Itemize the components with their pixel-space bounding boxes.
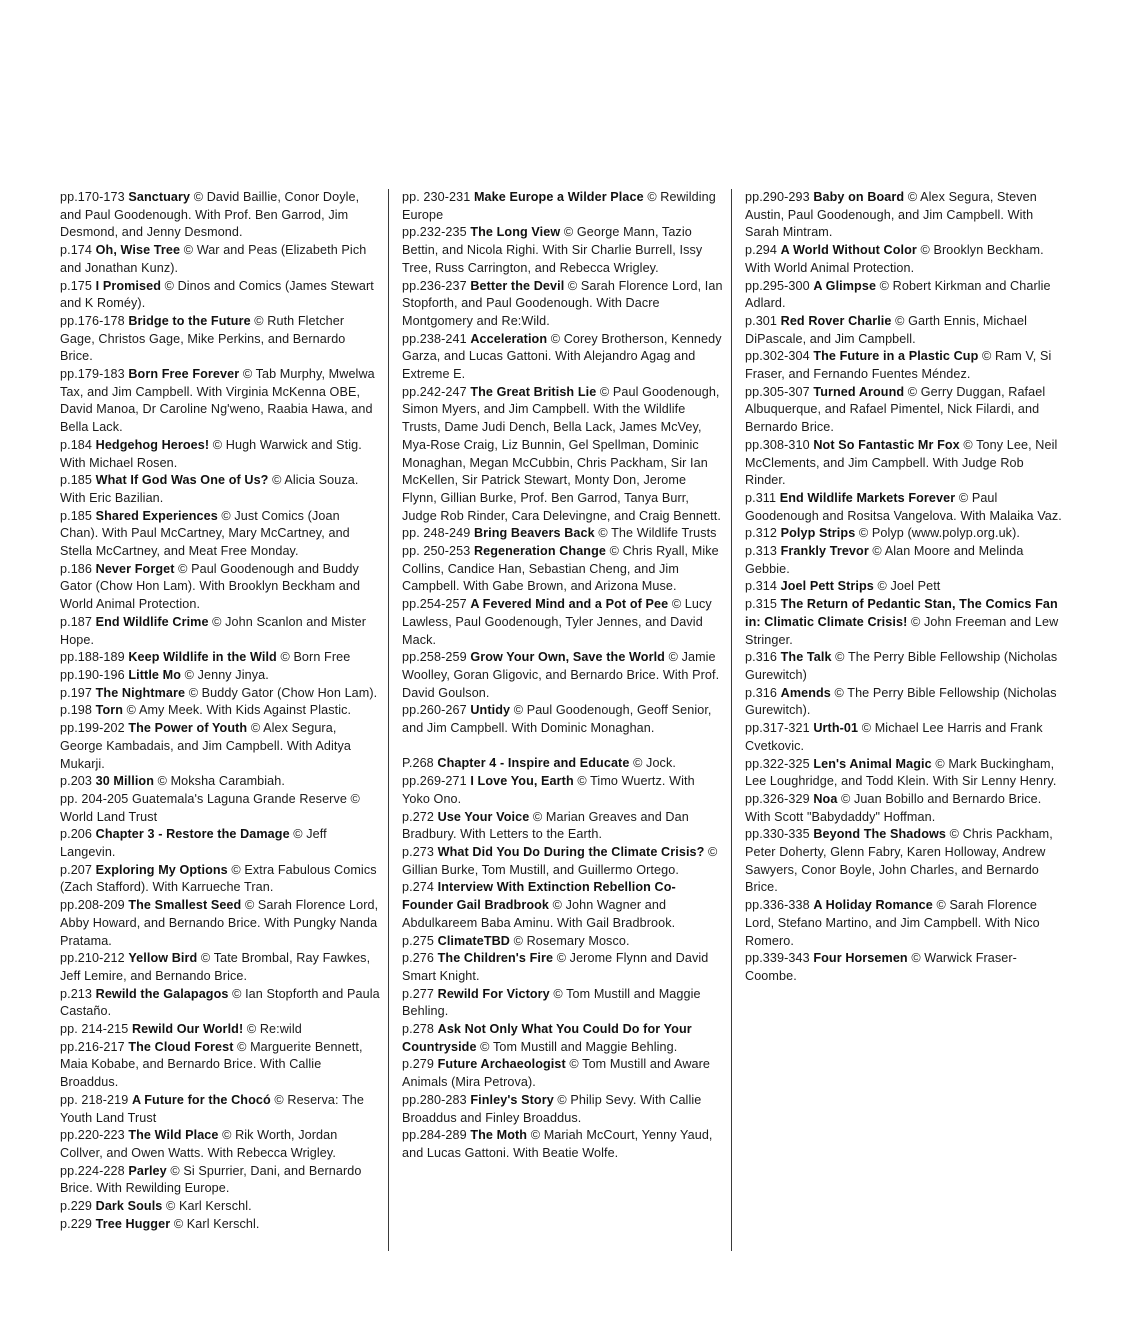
entry-title: Joel Pett Strips [780, 579, 874, 594]
entry-title: Better the Devil [470, 278, 565, 293]
column-divider [388, 189, 389, 1251]
entry-credit: Paul Goodenough, Geoff Senior, and Jim Campbell. With Dominic Monaghan. [402, 703, 712, 736]
page-reference: p.279 [402, 1057, 435, 1072]
credit-entry: p.207 Exploring My Options © Extra Fabulous Comics (Zach Stafford). With Karrueche Tran. [60, 862, 377, 895]
credit-entry: pp.179-183 Born Free Forever © Tab Murphy, Mwelwa Tax, and Jim Campbell. With Virginia McKenna OBE, David Manoa, Dr Caroline Ng'weno, Raabia Hawa, and Bella Lack. [60, 367, 375, 435]
credit-entry: p.316 Amends © The Perry Bible Fellowship (Nicholas Gurewitch). [745, 685, 1057, 718]
page-reference: p.315 [745, 597, 778, 612]
credit-entry: p.301 Red Rover Charlie © Garth Ennis, Michael DiPascale, and Jim Campbell. [745, 313, 1027, 346]
credit-entry: pp.290-293 Baby on Board © Alex Segura, Steven Austin, Paul Goodenough, and Jim Campbell. With Sarah Mintram. [745, 190, 1037, 240]
page-reference: p.206 [60, 827, 93, 842]
credit-entry: p.175 I Promised © Dinos and Comics (James Stewart and K Roméy). [60, 278, 374, 311]
page-reference: pp.330-335 [745, 827, 810, 842]
credit-entry: p.272 Use Your Voice © Marian Greaves and Dan Bradbury. With Letters to the Earth. [402, 809, 689, 842]
page-reference: pp.284-289 [402, 1128, 467, 1143]
page-reference: pp.302-304 [745, 349, 810, 364]
entry-title: Future Archaeologist [437, 1057, 566, 1072]
entry-credit: Tony Lee, Neil McClements, and Jim Campbell. With Judge Rob Rinder. [745, 437, 1058, 488]
credit-entry: p.187 End Wildlife Crime © John Scanlon and Mister Hope. [60, 614, 367, 647]
entry-title: End Wildlife Markets Forever [779, 490, 956, 505]
credit-entry: p.229 Dark Souls © Karl Kerschl. [60, 1199, 252, 1214]
credit-entry: p.312 Polyp Strips © Polyp (www.polyp.org.uk). [745, 526, 1020, 541]
entry-title: A Fevered Mind and a Pot of Pee [470, 597, 669, 612]
entry-title: I Promised [95, 278, 162, 293]
entry-credit: John Scanlon and Mister Hope. [60, 614, 367, 647]
entry-credit: Warwick Fraser-Coombe. [745, 951, 1017, 983]
credit-entry: p.206 Chapter 3 - Restore the Damage © Jeff Langevin. [60, 827, 327, 860]
entry-title: Polyp Strips [780, 526, 856, 541]
entry-credit: John Wagner and Abdulkareem Baba Aminu. With Gail Bradbrook. [402, 898, 676, 930]
entry-title: The Future in a Plastic Cup [813, 349, 979, 364]
entry-credit: Polyp (www.polyp.org.uk). [871, 526, 1020, 541]
credit-entry: p.275 ClimateTBD © Rosemary Mosco. [402, 933, 630, 948]
entry-credit: Ian Stopforth and Paula Castaño. [60, 986, 380, 1019]
entry-credit: Alex Segura, Steven Austin, Paul Goodenough, and Jim Campbell. With Sarah Mintram. [745, 190, 1037, 240]
credit-entry: pp.216-217 The Cloud Forest © Marguerite Bennett, Maia Kobabe, and Bernardo Brice. With Callie Broaddus. [60, 1039, 363, 1090]
credit-entry: pp.326-329 Noa © Juan Bobillo and Bernardo Brice. With Scott "Babydaddy" Hoffman. [745, 791, 1042, 824]
credit-entry: pp.284-289 The Moth © Mariah McCourt, Yenny Yaud, and Lucas Gattoni. With Beatie Wolfe. [402, 1128, 713, 1160]
page-reference: p.203 [60, 774, 93, 789]
entry-title: Sanctuary [128, 190, 191, 204]
page-reference: pp.170-173 [60, 190, 125, 204]
page-reference: p.272 [402, 809, 435, 824]
credit-entry: p.279 Future Archaeologist © Tom Mustill and Aware Animals (Mira Petrova). [402, 1057, 711, 1090]
entry-credit: Sarah Florence Lord, Ian Stopforth, and Paul Goodenough. With Dacre Montgomery and Re:Wild. [402, 278, 723, 328]
entry-credit: Rik Worth, Jordan Collver, and Owen Watts. With Rebecca Wrigley. [60, 1128, 338, 1160]
page-reference: pp.224-228 [60, 1163, 125, 1178]
credit-entry: pp.322-325 Len's Animal Magic © Mark Buckingham, Lee Loughridge, and Todd Klein. With Sir Lenny Henry. [745, 756, 1057, 789]
entry-credit: Mark Buckingham, Lee Loughridge, and Todd Klein. With Sir Lenny Henry. [745, 756, 1057, 789]
entry-credit: Tom Mustill and Maggie Behling. [492, 1039, 678, 1054]
page-reference: pp.216-217 [60, 1039, 125, 1054]
entry-credit: Rosemary Mosco. [526, 933, 630, 948]
entry-credit: Si Spurrier, Dani, and Bernardo Brice. With Rewilding Europe. [60, 1163, 362, 1196]
entry-credit: Karl Kerschl. [186, 1216, 260, 1231]
credit-entry: pp. 214-215 Rewild Our World! © Re:wild [60, 1022, 302, 1037]
entry-credit: The Perry Bible Fellowship (Nicholas Gurewitch) [745, 650, 1058, 682]
credit-entry: p.185 Shared Experiences © Just Comics (Joan Chan). With Paul McCartney, Mary McCartney, and Stella McCartney, and Meat Free Monday. [60, 508, 350, 559]
entry-title: ClimateTBD [437, 933, 510, 948]
entry-credit: Tab Murphy, Mwelwa Tax, and Jim Campbell. With Virginia McKenna OBE, David Manoa, Dr Caroline Ng'weno, Raabia Hawa, and Bella Lack. [60, 367, 375, 435]
entry-credit: Robert Kirkman and Charlie Adlard. [745, 278, 1051, 311]
entry-credit: Gillian Burke, Tom Mustill, and Guillermo Ortego. [402, 862, 679, 877]
entry-credit: Tate Brombal, Ray Fawkes, Jeff Lemire, and Bernando Brice. [60, 951, 371, 983]
page-reference: p.273 [402, 845, 435, 859]
entry-title: A Future for the Chocó [131, 1092, 271, 1107]
entry-credit: Brooklyn Beckham. With World Animal Protection. [745, 243, 1044, 275]
entry-credit: Gerry Duggan, Rafael Albuquerque, and Rafael Pimentel, Nick Filardi, and Bernardo Brice. [745, 384, 1046, 435]
page-reference: pp.260-267 [402, 703, 467, 718]
entry-credit: Buddy Gator (Chow Hon Lam). [201, 685, 378, 700]
credit-entry: p.184 Hedgehog Heroes! © Hugh Warwick and Stig. With Michael Rosen. [60, 437, 362, 470]
page-reference: p.229 [60, 1216, 93, 1231]
entry-title: Yellow Bird [128, 951, 198, 966]
credit-entry: pp.190-196 Little Mo © Jenny Jinya. [60, 667, 269, 682]
page-reference: p.185 [60, 473, 93, 488]
entry-title: Grow Your Own, Save the World [470, 650, 665, 665]
entry-title: Frankly Trevor [780, 544, 869, 559]
page-reference: pp.295-300 [745, 278, 810, 293]
entry-title: 30 Million [95, 774, 155, 789]
entry-title: Never Forget [95, 561, 175, 576]
entry-title: The Nightmare [95, 685, 186, 700]
entry-credit: Lucy Lawless, Paul Goodenough, Tyler Jennes, and David Mack. [402, 597, 712, 647]
entry-credit: Alex Segura, George Kambadais, and Jim Campbell. With Aditya Mukarji. [60, 721, 351, 771]
credit-entry: p.274 Interview With Extinction Rebellion Co-Founder Gail Bradbrook © John Wagner and Abdulkareem Baba Aminu. With Gail Bradbrook. [402, 880, 676, 930]
entry-credit: Tom Mustill and Aware Animals (Mira Petrova). [402, 1057, 711, 1090]
page-reference: p.198 [60, 703, 93, 718]
credit-entry: pp.199-202 The Power of Youth © Alex Segura, George Kambadais, and Jim Campbell. With Aditya Mukarji. [60, 721, 351, 771]
page-reference: p.275 [402, 933, 435, 948]
page-reference: pp.336-338 [745, 898, 810, 913]
entry-title: Regeneration Change [473, 544, 606, 559]
entry-credit: Ruth Fletcher Gage, Christos Gage, Mike Perkins, and Bernardo Brice. [60, 313, 346, 364]
entry-title: Chapter 4 - Inspire and Educate [437, 756, 630, 771]
entry-title: What If God Was One of Us? [95, 473, 269, 488]
page-reference: pp.254-257 [402, 597, 467, 612]
entry-title: Parley [128, 1163, 167, 1178]
page-reference: p.174 [60, 243, 93, 258]
page-reference: pp.258-259 [402, 650, 467, 665]
entry-credit: Dinos and Comics (James Stewart and K Roméy). [60, 278, 374, 311]
entry-title: Amends [780, 685, 831, 700]
entry-credit: Michael Lee Harris and Frank Cvetkovic. [745, 721, 1043, 753]
page-reference: pp.269-271 [402, 774, 467, 789]
entry-credit: Amy Meek. With Kids Against Plastic. [138, 703, 352, 718]
credit-entry: pp.330-335 Beyond The Shadows © Chris Packham, Peter Doherty, Glenn Fabry, Karen Holloway, Andrew Sawyers, Conor Boyle, John Charles, and Bernardo Brice. [745, 827, 1053, 895]
entry-credit: Paul Goodenough, Simon Myers, and Jim Campbell. With the Wildlife Trusts, Dame Judi Dench, Bella Lack, James McVey, Mya-Rose Craig, Liz Bunnin, Gel Spellman, Dominic Monaghan, Megan McCubbin, Chris Packham, Sir Ian McKellen, Sir Patrick Stewart, Monty Don, Jerome Flynn, Gillian Burke, Prof. Ben Garrod, Tanya Burr, Judge Rob Rinder, Cara Delevingne, and Craig Bennett. [402, 384, 721, 523]
page-reference: p.314 [745, 579, 778, 594]
credit-entry: pp.170-173 Sanctuary © David Baillie, Conor Doyle, and Paul Goodenough. With Prof. Ben Garrod, Jim Desmond, and Jenny Desmond. [60, 190, 360, 240]
entry-credit: Sarah Florence Lord, Abby Howard, and Bernando Brice. With Pungky Nanda Pratama. [60, 898, 379, 948]
entry-title: Torn [95, 703, 124, 718]
credit-entry: p.273 What Did You Do During the Climate Crisis? © Gillian Burke, Tom Mustill, and Guillermo Ortego. [402, 845, 718, 877]
entry-title: Not So Fantastic Mr Fox [813, 437, 960, 452]
entry-title: Hedgehog Heroes! [95, 437, 210, 452]
credit-entry: pp. 248-249 Bring Beavers Back © The Wildlife Trusts [402, 526, 717, 541]
credit-entry: p.278 Ask Not Only What You Could Do for Your Countryside © Tom Mustill and Maggie Behling. [402, 1022, 692, 1054]
page-reference: pp. 230-231 [402, 190, 471, 204]
entry-title: Turned Around [813, 384, 905, 399]
page-reference: p.277 [402, 986, 435, 1001]
entry-credit: Born Free [293, 650, 351, 665]
page-reference: p.274 [402, 880, 435, 895]
credit-entry: pp. 230-231 Make Europe a Wilder Place © Rewilding Europe [402, 190, 716, 222]
credit-entry: pp. 250-253 Regeneration Change © Chris Ryall, Mike Collins, Candice Han, Sebastian Cheng, and Jim Campbell. With Gabe Brown, and Arizona Muse. [402, 544, 719, 594]
credits-column-1 [60, 189, 380, 1233]
page-reference: pp. 204-205 [60, 791, 129, 806]
entry-title: The Cloud Forest [128, 1039, 234, 1054]
page-reference: pp.179-183 [60, 367, 125, 382]
entry-title: Finley's Story [470, 1092, 554, 1107]
page-reference: p.312 [745, 526, 778, 541]
entry-credit: Juan Bobillo and Bernardo Brice. With Scott "Babydaddy" Hoffman. [745, 791, 1042, 824]
page-reference: p.185 [60, 508, 93, 523]
entry-credit: Karl Kerschl. [179, 1199, 252, 1214]
credit-entry: p.316 The Talk © The Perry Bible Fellowship (Nicholas Gurewitch) [745, 650, 1058, 682]
credit-entry: pp.258-259 Grow Your Own, Save the World © Jamie Woolley, Goran Gligovic, and Bernardo Brice. With Prof. David Goulson. [402, 650, 720, 700]
entry-title: Noa [813, 791, 838, 806]
credit-entry: p.203 30 Million © Moksha Carambiah. [60, 774, 285, 789]
page-reference: pp. 250-253 [402, 544, 471, 559]
credit-entry: pp.308-310 Not So Fantastic Mr Fox © Tony Lee, Neil McClements, and Jim Campbell. With Judge Rob Rinder. [745, 437, 1058, 488]
entry-title: Tree Hugger [95, 1216, 171, 1231]
entry-credit: Moksha Carambiah. [170, 774, 285, 789]
credits-column-3 [745, 189, 1065, 986]
page-reference: p.276 [402, 951, 435, 966]
entry-credit: Philip Sevy. With Callie Broaddus and Finley Broaddus. [402, 1092, 702, 1125]
entry-credit: Jeff Langevin. [60, 827, 327, 860]
entry-title: The Wild Place [128, 1128, 219, 1143]
entry-title: Shared Experiences [95, 508, 218, 523]
entry-title: The Children's Fire [437, 951, 554, 966]
entry-title: Beyond The Shadows [813, 827, 946, 842]
entry-title: Dark Souls [95, 1199, 163, 1214]
page-reference: p.316 [745, 650, 778, 665]
page-reference: pp.176-178 [60, 313, 125, 328]
credit-entry: pp.238-241 Acceleration © Corey Brotherson, Kennedy Garza, and Lucas Gattoni. With Alejandro Agag and Extreme E. [402, 331, 722, 382]
entry-title: A Glimpse [813, 278, 877, 293]
page-reference: pp.308-310 [745, 437, 810, 452]
entry-credit: Marguerite Bennett, Maia Kobabe, and Bernardo Brice. With Callie Broaddus. [60, 1039, 363, 1090]
page-reference: p.187 [60, 614, 93, 629]
credit-entry: p.186 Never Forget © Paul Goodenough and Buddy Gator (Chow Hon Lam). With Brooklyn Beckham and World Animal Protection. [60, 561, 361, 612]
page-reference: pp.326-329 [745, 791, 810, 806]
entry-title: Bring Beavers Back [473, 526, 595, 541]
page-reference: pp.290-293 [745, 190, 810, 204]
entry-title: Make Europe a Wilder Place [473, 190, 644, 204]
page-reference: pp. 248-249 [402, 526, 471, 541]
credit-entry: pp.224-228 Parley © Si Spurrier, Dani, and Bernardo Brice. With Rewilding Europe. [60, 1163, 362, 1196]
credit-entry: p.197 The Nightmare © Buddy Gator (Chow Hon Lam). [60, 685, 378, 700]
credit-entry: pp.242-247 The Great British Lie © Paul Goodenough, Simon Myers, and Jim Campbell. With the Wildlife Trusts, Dame Judi Dench, Bella Lack, James McVey, Mya-Rose Craig, Liz Bunnin, Gel Spellman, Dominic Monaghan, Megan McCubbin, Chris Packham, Sir Ian McKellen, Sir Patrick Stewart, Monty Don, Jerome Flynn, Gillian Burke, Prof. Ben Garrod, Tanya Burr, Judge Rob Rinder, Cara Delevingne, and Craig Bennett. [402, 384, 721, 523]
credit-entry: pp.336-338 A Holiday Romance © Sarah Florence Lord, Stefano Martino, and Jim Campbell. With Nico Romero. [745, 898, 1040, 948]
page-reference: p.313 [745, 544, 778, 559]
entry-credit: Mariah McCourt, Yenny Yaud, and Lucas Gattoni. With Beatie Wolfe. [402, 1128, 713, 1160]
entry-credit: Garth Ennis, Michael DiPascale, and Jim Campbell. [745, 313, 1027, 346]
entry-title: Untidy [470, 703, 511, 718]
entry-title: The Smallest Seed [128, 898, 242, 913]
page-reference: pp.210-212 [60, 951, 125, 966]
entry-credit: Extra Fabulous Comics (Zach Stafford). With Karrueche Tran. [60, 862, 377, 895]
entry-title: The Talk [780, 650, 832, 665]
entry-title: A World Without Color [780, 243, 917, 258]
page-reference: pp.236-237 [402, 278, 467, 293]
entry-title: Urth-01 [813, 721, 859, 736]
entry-credit: George Mann, Tazio Bettin, and Nicola Righi. With Sir Charlie Burrell, Issy Tree, Russ Carrington, and Rebecca Wrigley. [402, 225, 703, 275]
entry-credit: Chris Ryall, Mike Collins, Candice Han, Sebastian Cheng, and Jim Campbell. With Gabe Brown, and Arizona Muse. [402, 544, 719, 594]
entry-title: Chapter 3 - Restore the Damage [95, 827, 290, 842]
credit-entry: pp.232-235 The Long View © George Mann, Tazio Bettin, and Nicola Righi. With Sir Charlie Burrell, Issy Tree, Russ Carrington, and Rebecca Wrigley. [402, 225, 703, 275]
credit-entry: p.314 Joel Pett Strips © Joel Pett [745, 579, 941, 594]
page-reference: p.184 [60, 437, 93, 452]
entry-title: The Power of Youth [128, 721, 248, 736]
column-divider [731, 189, 732, 1251]
page-reference: p.197 [60, 685, 93, 700]
credit-entry: p.294 A World Without Color © Brooklyn Beckham. With World Animal Protection. [745, 243, 1044, 275]
entry-credit: Jerome Flynn and David Smart Knight. [402, 951, 709, 983]
credits-column-2 [402, 189, 724, 1163]
page-reference: pp.305-307 [745, 384, 810, 399]
entry-title: Baby on Board [813, 190, 905, 204]
entry-title: Ask Not Only What You Could Do for Your Countryside [402, 1022, 692, 1054]
page-reference: pp. 214-215 [60, 1022, 129, 1037]
credit-entry: pp. 218-219 A Future for the Chocó © Reserva: The Youth Land Trust [60, 1092, 364, 1125]
entry-credit: Marian Greaves and Dan Bradbury. With Letters to the Earth. [402, 809, 689, 842]
credit-entry: pp.317-321 Urth-01 © Michael Lee Harris and Frank Cvetkovic. [745, 721, 1043, 753]
entry-title: Keep Wildlife in the Wild [128, 650, 277, 665]
entry-credit: Jock. [646, 756, 676, 771]
credit-entry: p.315 The Return of Pedantic Stan, The Comics Fan in: Climatic Climate Crisis! © John Freeman and Lew Stringer. [745, 597, 1059, 647]
entry-credit: Tom Mustill and Maggie Behling. [402, 986, 701, 1019]
page-reference: pp.208-209 [60, 898, 125, 913]
entry-title: Little Mo [128, 667, 182, 682]
entry-title: Exploring My Options [95, 862, 228, 877]
credit-entry: pp.302-304 The Future in a Plastic Cup © Ram V, Si Fraser, and Fernando Fuentes Méndez. [745, 349, 1052, 382]
entry-title: Use Your Voice [437, 809, 530, 824]
credit-entry: pp.295-300 A Glimpse © Robert Kirkman and Charlie Adlard. [745, 278, 1051, 311]
entry-credit: David Baillie, Conor Doyle, and Paul Goodenough. With Prof. Ben Garrod, Jim Desmond, and Jenny Desmond. [60, 190, 360, 240]
credit-entry: pp.254-257 A Fevered Mind and a Pot of Pee © Lucy Lawless, Paul Goodenough, Tyler Jennes, and David Mack. [402, 597, 712, 647]
page-reference: p.207 [60, 862, 93, 877]
entry-credit: Jamie Woolley, Goran Gligovic, and Bernardo Brice. With Prof. David Goulson. [402, 650, 720, 700]
credit-entry: pp.339-343 Four Horsemen © Warwick Fraser-Coombe. [745, 951, 1017, 983]
credit-entry [60, 791, 380, 826]
entry-credit: Paul Goodenough and Rositsa Vangelova. With Malaika Vaz. [745, 490, 1062, 523]
page-reference: p.311 [745, 490, 777, 505]
credit-entry: pp.269-271 I Love You, Earth © Timo Wuertz. With Yoko Ono. [402, 774, 695, 806]
credit-entry: p.276 The Children's Fire © Jerome Flynn and David Smart Knight. [402, 951, 709, 983]
credit-entry: p.185 What If God Was One of Us? © Alicia Souza. With Eric Bazilian. [60, 473, 359, 505]
entry-credit: Chris Packham, Peter Doherty, Glenn Fabry, Karen Holloway, Andrew Sawyers, Conor Boyle, John Charles, and Bernardo Brice. [745, 827, 1053, 895]
page-reference: pp.280-283 [402, 1092, 467, 1107]
credit-entry: p.174 Oh, Wise Tree © War and Peas (Elizabeth Pich and Jonathan Kunz). [60, 243, 367, 275]
page-reference: pp.188-189 [60, 650, 125, 665]
entry-title: Born Free Forever [128, 367, 240, 382]
entry-title: Bridge to the Future [128, 313, 251, 328]
page-reference: pp.232-235 [402, 225, 467, 240]
page-reference: pp.339-343 [745, 951, 810, 966]
credit-entry: pp.260-267 Untidy © Paul Goodenough, Geoff Senior, and Jim Campbell. With Dominic Monaghan. [402, 703, 712, 736]
entry-credit: Joel Pett [890, 579, 941, 594]
credit-entry: pp.236-237 Better the Devil © Sarah Florence Lord, Ian Stopforth, and Paul Goodenough. With Dacre Montgomery and Re:Wild. [402, 278, 723, 328]
entry-credit: Jenny Jinya. [197, 667, 269, 682]
credit-entry: p.213 Rewild the Galapagos © Ian Stopforth and Paula Castaño. [60, 986, 380, 1019]
page-reference: p.213 [60, 986, 93, 1001]
page-reference: pp.317-321 [745, 721, 810, 736]
entry-credit: Re:wild [259, 1022, 302, 1037]
entry-credit: Reserva: The Youth Land Trust [60, 1092, 364, 1125]
entry-title: Rewild Our World! [131, 1022, 244, 1037]
entry-credit: The Perry Bible Fellowship (Nicholas Gurewitch). [745, 685, 1057, 718]
entry-title: The Moth [470, 1128, 528, 1143]
page-reference: pp. 218-219 [60, 1092, 129, 1107]
entry-credit: Timo Wuertz. With Yoko Ono. [402, 774, 695, 806]
entry-title: Acceleration [470, 331, 548, 346]
credit-entry: pp.280-283 Finley's Story © Philip Sevy. With Callie Broaddus and Finley Broaddus. [402, 1092, 702, 1125]
entry-title: The Long View [470, 225, 561, 240]
entry-title: A Holiday Romance [813, 898, 933, 913]
entry-title: Oh, Wise Tree [95, 243, 181, 258]
page-reference: p.294 [745, 243, 778, 258]
entry-title: Interview With Extinction Rebellion Co-Founder Gail Bradbrook [402, 880, 676, 913]
section-spacer [402, 738, 724, 756]
page-reference: p.186 [60, 561, 93, 576]
credit-entry: pp.176-178 Bridge to the Future © Ruth Fletcher Gage, Christos Gage, Mike Perkins, and Bernardo Brice. [60, 313, 346, 364]
entry-title: I Love You, Earth [470, 774, 574, 789]
page-reference: pp.238-241 [402, 331, 467, 346]
entry-credit: Alicia Souza. With Eric Bazilian. [60, 473, 359, 505]
entry-title: Rewild For Victory [437, 986, 550, 1001]
credit-entry: p.229 Tree Hugger © Karl Kerschl. [60, 1216, 260, 1231]
page-reference: p.316 [745, 685, 778, 700]
page-reference: pp.322-325 [745, 756, 810, 771]
page-reference: p.301 [745, 313, 778, 328]
entry-credit: Paul Goodenough and Buddy Gator (Chow Hon Lam). With Brooklyn Beckham and World Animal Protection. [60, 561, 361, 612]
entry-title: Rewild the Galapagos [95, 986, 229, 1001]
page-reference: p.229 [60, 1199, 93, 1214]
entry-title: Four Horsemen [813, 951, 908, 966]
credit-entry: p.198 Torn © Amy Meek. With Kids Against Plastic. [60, 703, 352, 718]
entry-credit: Corey Brotherson, Kennedy Garza, and Lucas Gattoni. With Alejandro Agag and Extreme E. [402, 331, 722, 382]
entry-credit: The Wildlife Trusts [611, 526, 717, 541]
page-reference: pp.190-196 [60, 667, 125, 682]
entry-credit: Sarah Florence Lord, Stefano Martino, and Jim Campbell. With Nico Romero. [745, 898, 1040, 948]
entry-title: What Did You Do During the Climate Crisis? [437, 845, 705, 859]
entry-title: End Wildlife Crime [95, 614, 209, 629]
credit-entry: p.277 Rewild For Victory © Tom Mustill and Maggie Behling. [402, 986, 701, 1019]
page-reference: p.175 [60, 278, 93, 293]
credit-entry: p.313 Frankly Trevor © Alan Moore and Melinda Gebbie. [745, 544, 1024, 576]
credit-entry: pp.208-209 The Smallest Seed © Sarah Florence Lord, Abby Howard, and Bernando Brice. With Pungky Nanda Pratama. [60, 898, 379, 948]
credit-entry: pp.220-223 The Wild Place © Rik Worth, Jordan Collver, and Owen Watts. With Rebecca Wrigley. [60, 1128, 338, 1160]
entry-title: Len's Animal Magic [813, 756, 932, 771]
credit-entry: P.268 Chapter 4 - Inspire and Educate © Jock. [402, 756, 676, 771]
entry-credit: War and Peas (Elizabeth Pich and Jonathan Kunz). [60, 243, 367, 275]
credit-entry: pp.188-189 Keep Wildlife in the Wild © Born Free [60, 650, 351, 665]
entry-credit: Hugh Warwick and Stig. With Michael Rosen. [60, 437, 362, 470]
credit-entry: p.311 End Wildlife Markets Forever © Paul Goodenough and Rositsa Vangelova. With Malaika Vaz. [745, 490, 1062, 523]
page-reference: pp.220-223 [60, 1128, 125, 1143]
entry-credit: Just Comics (Joan Chan). With Paul McCartney, Mary McCartney, and Stella McCartney, and Meat Free Monday. [60, 508, 350, 559]
entry-credit: John Freeman and Lew Stringer. [745, 614, 1059, 647]
entry-credit: Ram V, Si Fraser, and Fernando Fuentes Méndez. [745, 349, 1052, 382]
page-reference: p.278 [402, 1022, 435, 1037]
entry-credit: Alan Moore and Melinda Gebbie. [745, 544, 1024, 576]
entry-title: Red Rover Charlie [780, 313, 892, 328]
entry-title: The Great British Lie [470, 384, 597, 399]
credit-entry: pp.210-212 Yellow Bird © Tate Brombal, Ray Fawkes, Jeff Lemire, and Bernando Brice. [60, 951, 371, 983]
credit-entry: pp.305-307 Turned Around © Gerry Duggan, Rafael Albuquerque, and Rafael Pimentel, Nick Filardi, and Bernardo Brice. [745, 384, 1046, 435]
entry-title: The Return of Pedantic Stan, The Comics Fan in: Climatic Climate Crisis! [745, 597, 1058, 629]
entry-credit: Rewilding Europe [402, 190, 716, 222]
page-reference: pp.199-202 [60, 721, 125, 736]
page-reference: P.268 [402, 756, 434, 771]
page-reference: pp.242-247 [402, 384, 467, 399]
entry-credit: Guatemala's Laguna Grande Reserve © World Land Trust [60, 791, 360, 824]
